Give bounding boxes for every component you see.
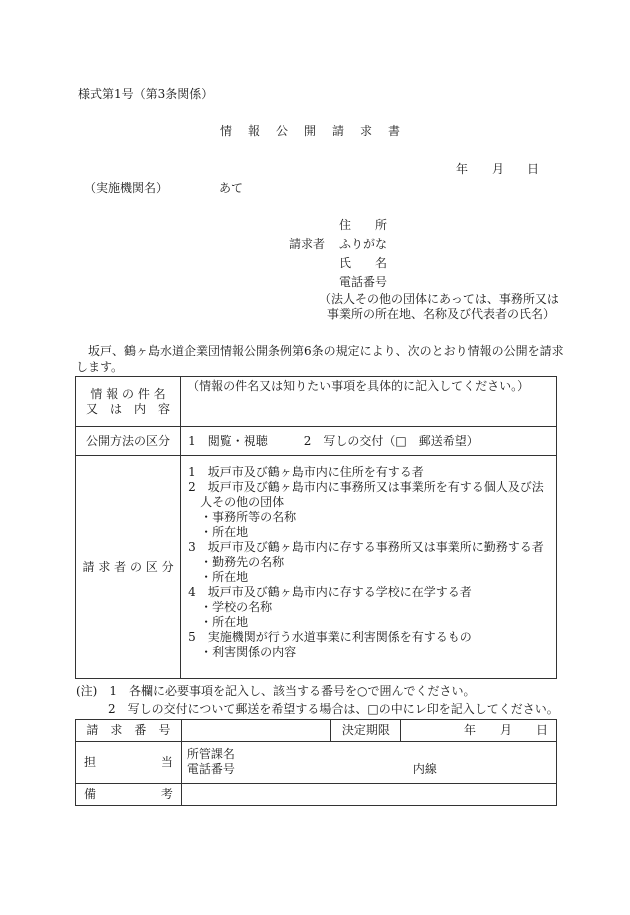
- charge-label-cell: [76, 742, 182, 784]
- category-line: ・所在地: [188, 570, 249, 584]
- category-line: ・事務所等の名称: [188, 510, 297, 524]
- remarks-field[interactable]: [181, 784, 556, 806]
- charge-label-right: 当: [160, 755, 173, 769]
- requester-name-label: 氏 名: [339, 256, 388, 270]
- category-line: 1 坂戸市及び鶴ヶ島市内に住所を有する者: [188, 465, 424, 479]
- request-details-table: [75, 376, 557, 679]
- decision-deadline-field[interactable]: 年 月 日: [401, 720, 557, 742]
- date-year-label: 年: [456, 162, 469, 176]
- disclosure-method-label: 公開方法の区分: [76, 427, 181, 456]
- requester-note-line2: 事業所の所在地、名称及び代表者の氏名）: [327, 307, 556, 321]
- remarks-label-cell: [76, 784, 182, 806]
- note-line2: 2 写しの交付について郵送を希望する場合は、□の中にレ印を記入してください。: [108, 702, 559, 716]
- intro-line1: 坂戸、鶴ヶ島水道企業団情報公開条例第6条の規定により、次のとおり情報の公開を請求: [76, 344, 564, 358]
- category-line: ・所在地: [188, 615, 249, 629]
- agency-name-label: （実施機関名）: [84, 181, 169, 195]
- category-line: ・学校の名称: [188, 600, 273, 614]
- decision-deadline-label: 決定期限: [331, 720, 401, 742]
- requester-label: 請求者: [289, 237, 326, 251]
- requester-category-label: 請 求 者 の 区 分: [76, 456, 181, 679]
- requester-note-line1: （法人その他の団体にあっては、事務所又は: [319, 292, 559, 306]
- note-line1: (注) 1 各欄に必要事項を記入し、該当する番号を○で囲んでください。: [76, 684, 476, 698]
- request-number-label: 請 求 番 号: [76, 720, 182, 742]
- category-line: ・所在地: [188, 525, 249, 539]
- date-day-label: 日: [527, 162, 540, 176]
- page-title: 情 報 公 開 請 求 書: [220, 124, 403, 138]
- subject-label-line1: 情 報 の 件 名: [90, 386, 166, 401]
- requester-furigana-label: ふりがな: [339, 237, 388, 251]
- category-line: ・利害関係の内容: [188, 645, 297, 659]
- requester-address-label: 住 所: [339, 218, 388, 232]
- requester-phone-label: 電話番号: [339, 275, 388, 289]
- form-number: 様式第1号（第3条関係）: [78, 87, 214, 101]
- extension-label: 内線: [412, 762, 437, 776]
- category-line: 4 坂戸市及び鶴ヶ島市内に存する学校に在学する者: [188, 585, 472, 599]
- requester-category-options[interactable]: [181, 456, 557, 679]
- remarks-label-right: 考: [160, 787, 173, 801]
- category-line: 3 坂戸市及び鶴ヶ島市内に存する事務所又は事業所に勤務する者: [188, 540, 544, 554]
- category-line: 5 実施機関が行う水道事業に利害関係を有するもの: [188, 630, 472, 644]
- office-use-table: [75, 719, 557, 806]
- date-month-label: 月: [492, 162, 505, 176]
- subject-label-line2: 又 は 内 容: [86, 401, 171, 416]
- charge-field[interactable]: [181, 742, 556, 784]
- category-line: 2 坂戸市及び鶴ヶ島市内に事務所又は事業所を有する個人及び法: [188, 480, 544, 494]
- charge-label-left: 担: [84, 755, 97, 769]
- ate-label: あて: [219, 181, 244, 195]
- subject-hint: （情報の件名又は知りたい事項を具体的に記入してください。）: [187, 379, 530, 393]
- subject-field[interactable]: [181, 377, 557, 427]
- category-line: ・勤務先の名称: [188, 555, 285, 569]
- remarks-label-left: 備: [84, 787, 97, 801]
- disclosure-method-options[interactable]: 1 閲覧・視聴 2 写しの交付（□ 郵送希望）: [181, 427, 557, 456]
- subject-label-cell: [76, 377, 181, 427]
- category-line: 人その他の団体: [188, 495, 285, 509]
- phone-label: 電話番号: [186, 762, 235, 776]
- request-number-field[interactable]: [181, 720, 331, 742]
- dept-label: 所管課名: [186, 747, 235, 761]
- intro-line2: します。: [76, 360, 124, 374]
